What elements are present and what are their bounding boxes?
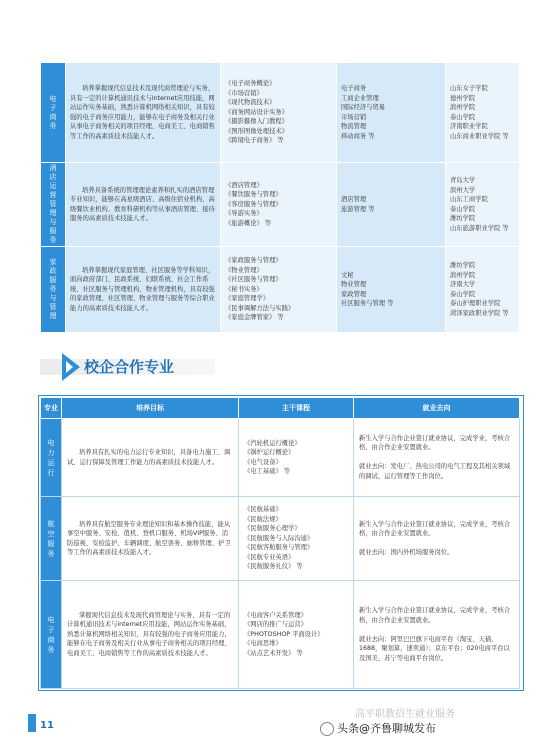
desc-cell: 培养掌握现代信息技术及现代商贸理论与实务，具有一定的计算机通讯技术与Internet应用技能，网站运作实务基础，熟悉计算机网络相关知识，具有较强的电子商务应用能力，能够在电子商务及相关行业从事电子商务相关的项目经理、电商美工、电商销售等工作的高素质技术技能人才。	[66, 63, 221, 163]
major-cell: 酒店运营管理与服务	[41, 163, 66, 247]
jobs-cell: 新生入学与合作企业签订就业协议，完成学业，考核合格，由合作企业安置就业。 就业去向：发电厂、热电公司的电气工程及其相关领域的调试、运行管理等工作岗位。	[354, 419, 520, 497]
faded-caption: 高平职教招生就业服务	[355, 709, 455, 720]
table-row	[41, 419, 520, 497]
courses-cell: 《电商客户关系管理》 《网店的推广与运营》 《PHOTOSHOP 平面设计》 《电商思维》 《站点艺术开发》 等	[239, 581, 354, 689]
courses-cell: 《电子商务概论》 《市场营销》 《现代物流技术》 《商务网站设计实务》 《摄影摄像入门教程》 《图形图像处理技术》 《跨境电子商务》 等	[221, 63, 337, 163]
header-major: 专业	[41, 398, 62, 419]
jobs-cell: 新生入学与合作企业签订就业协议，完成学业，考核合格，由合作企业安置就业。 就业去向：阿里巴巴旗下电商平台（淘宝、天猫，1688，聚划算，速卖通）；京东平台；020电商平台以及国美、苏宁等电商平台岗位。	[354, 581, 520, 689]
table-row	[41, 163, 520, 247]
header-goal: 培养目标	[62, 398, 239, 419]
header-courses: 主干课程	[239, 398, 354, 419]
watermark	[320, 720, 436, 736]
chevron-right-icon	[66, 361, 73, 373]
desc-cell: 培养具有航空服务专业理论知识和基本操作技能，能从事空中服务、安检、值机、登机口服务、机场VIP服务、消防巡视、安检监护、车辆调度、航空票务、廊桥管理、护卫等工作的高素质技术技能人才。	[62, 497, 239, 581]
courses-cell: 《酒店管理》 《餐饮服务与管理》 《客房服务与管理》 《导游实务》 《旅游概论》 等	[221, 163, 337, 247]
major-cell: 电力运行	[41, 419, 62, 497]
table-row	[41, 63, 520, 163]
desc-cell: 培养具备系统的管理理论素养和扎实的酒店管理专业知识，能够在高星级酒店、高级住宿业机构、高级餐饮业机构、教育科研机构等从事酒店管理、接待服务的高素质技术技能人才。	[66, 163, 221, 247]
watermark-text: 头条@齐鲁聊城发布	[337, 722, 436, 735]
desc-cell: 培养掌握现代家庭管理、社区服务等学科知识，面向政府部门、民政系统、妇联系统、社会工作系统、社区服务与管理机构、物业管理机构，具有较强的家政管理、社区管理、物业管理与服务等综合职业能力的高素质技术技能人才。	[66, 247, 221, 333]
courses-cell: 《民航基础》 《民航法规》 《民航服务心理学》 《民航服务与人际沟通》 《民航客舱服务与管理》 《民航专业英语》 《民航服务礼仪》 等	[239, 497, 354, 581]
page-number-bar	[28, 714, 36, 732]
major-cell: 家政服务与管理	[41, 247, 66, 333]
page-number: 11	[40, 720, 54, 731]
section-header	[40, 353, 215, 381]
header-jobs: 就业去向	[354, 398, 520, 419]
schools-cell: 青岛大学 滨州大学 山东工商学院 泰山学院 潍坊学院 山东旅游职业学院 等	[446, 163, 520, 247]
schools-cell: 山东女子学院 德州学院 滨州学院 泰山学院 济南职业学院 山东商业职业学院 等	[446, 63, 520, 163]
desc-cell: 培养具有扎实的电力运行专业知识，具备电力施工、调试、运行保障及管理工作能力的高素质技术技能人才。	[62, 419, 239, 497]
major-cell: 电子商务	[41, 63, 66, 163]
jobs-cell: 电子商务 工商企业管理 国际经济与贸易 市场营销 物流管理 移动商务 等	[337, 63, 446, 163]
schools-cell: 潍坊学院 滨州学院 济南大学 泰山学院 泰山护理职业学院 菏泽家政职业学院 等	[446, 247, 520, 333]
jobs-cell: 文秘 物业管理 家政管理 社区服务与管理 等	[337, 247, 446, 333]
jobs-cell: 新生入学与合作企业签订就业协议，完成学业，考核合格，由合作企业安置就业。 就业去向：国内外机场服务岗位。	[354, 497, 520, 581]
coop-majors-table	[40, 397, 520, 689]
watermark-logo-icon	[320, 722, 334, 736]
major-cell: 电子商务	[41, 581, 62, 689]
table-row	[41, 581, 520, 689]
table-row	[41, 497, 520, 581]
major-cell: 航空服务	[41, 497, 62, 581]
courses-cell: 《家政服务与管理》 《物业管理》 《社区服务与管理》 《秘书实务》 《家庭管理学》 《民事调解方法与实践》 《家庭金牌管家》 等	[221, 247, 337, 333]
table-row	[41, 247, 520, 333]
desc-cell: 掌握现代信息技术及现代商贸理论与实务，具有一定的计算机通讯技术与internet应用技能，网站运作实务基础，熟悉计算机网络相关知识，具有较强的电子商务应用能力，能够在电子商务及相关行业从事电子商务相关的项目经理、电商美工、电商销售等工作的高素质技术技能人才。	[62, 581, 239, 689]
courses-cell: 《汽轮机运行概论》 《锅炉运行概论》 《电气设备》 《电工基础》 等	[239, 419, 354, 497]
section-title: 校企合作专业	[84, 358, 175, 376]
majors-table	[40, 62, 520, 333]
jobs-cell: 酒店管理 旅游管理 等	[337, 163, 446, 247]
table-header-row	[41, 398, 520, 419]
